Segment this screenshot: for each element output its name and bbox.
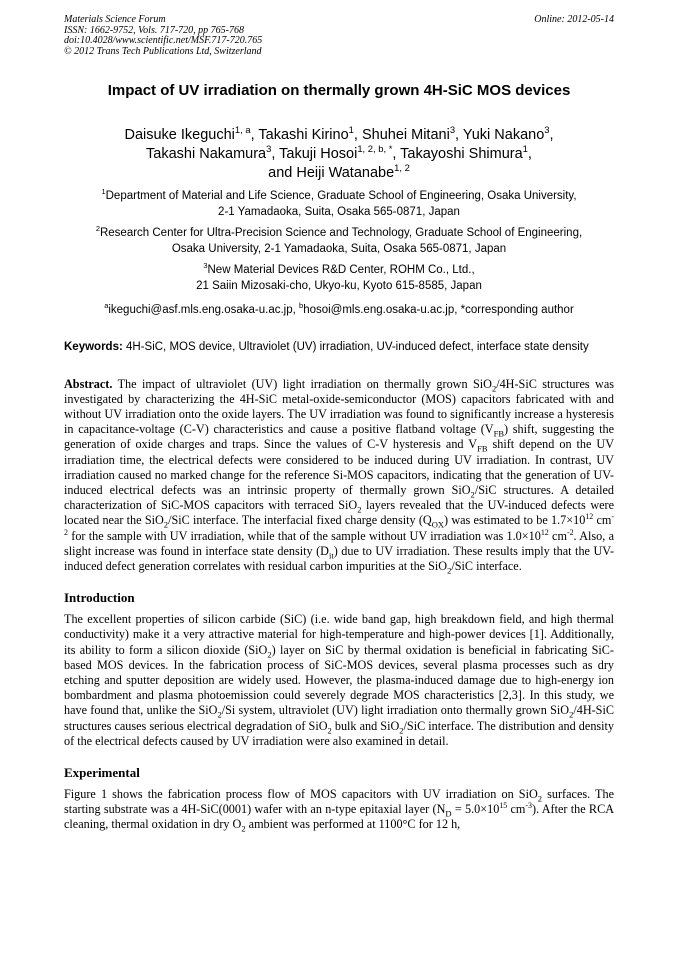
author-affil-mark: 1, a — [234, 124, 251, 136]
text-run: surfaces. The starting substrate was a 4H-SiC(0001) wafer with an n-type epitaxial layer (N — [64, 786, 614, 817]
text-run: shift depend on the UV irradiation time, the electrical defects were considered to be induced during UV irradiation. In contrast, UV irradiation caused no marked change for the reference Si-MOS capacitors, indicating that the generation of UV-induced electrical defects was an intrinsic property of thermally grown SiO — [64, 437, 615, 497]
superscript: 12 — [540, 527, 549, 537]
superscript: -3 — [525, 801, 533, 811]
author-affil-mark: 1, 2, b, * — [357, 143, 393, 155]
subscript: 2 — [470, 489, 475, 500]
section-heading-experimental: Experimental — [64, 764, 140, 780]
text-run: /SiC interface. The interfacial fixed charge density (Q — [168, 513, 432, 528]
author-name: Yuki Nakano — [462, 127, 545, 143]
text-run: cm — [548, 528, 567, 543]
text-run: /SiC structures. A detailed characterization of SiC-MOS capacitors with terraced SiO — [64, 482, 614, 513]
paper-title: Impact of UV irradiation on thermally grown 4H-SiC MOS devices — [107, 82, 571, 99]
journal-name: Materials Science Forum — [64, 14, 166, 25]
affiliation-line: Research Center for Ultra-Precision Science and Technology, Graduate School of Engineering, — [99, 227, 583, 239]
subscript: FB — [493, 428, 505, 439]
subscript: 2 — [399, 725, 404, 735]
affiliation-mark: 2 — [95, 224, 100, 234]
affiliation-line: Department of Material and Life Science, Graduate School of Engineering, Osaka University, — [105, 190, 577, 202]
affiliation-3 — [64, 263, 614, 294]
text-run: /SiC interface. The distribution and density of the electrical defects caused by UV irradiation were also examined in detail. — [64, 718, 615, 748]
subscript: it — [328, 550, 334, 561]
text-run: /Si system, ultraviolet (UV) light irradiation onto thermally grown SiO — [221, 703, 570, 718]
abstract-paragraph — [64, 377, 614, 575]
subscript: 2 — [569, 709, 574, 720]
keywords-block — [64, 340, 614, 356]
section-heading-introduction: Introduction — [64, 590, 135, 606]
keywords-text: 4H-SiC, MOS device, Ultraviolet (UV) irradiation, UV-induced defect, interface state density — [126, 341, 589, 353]
text-run: ) shift, suggesting the generation of oxide charges and traps. Since the values of C-V hysteresis and V — [64, 422, 614, 452]
superscript: 15 — [499, 801, 508, 811]
author-affil-mark: 1 — [348, 124, 354, 136]
affiliation-line: Osaka University, 2-1 Yamadaoka, Suita, Osaka 565-0871, Japan — [171, 242, 507, 255]
author-name: Shuhei Mitani — [361, 127, 450, 143]
subscript: 2 — [327, 725, 332, 735]
author-affil-mark: 1, 2 — [394, 162, 410, 174]
abstract-label: Abstract. — [64, 376, 113, 391]
author-name: Heiji Watanabe — [296, 165, 395, 181]
keywords-label: Keywords: — [64, 341, 123, 353]
author-affil-mark: 3 — [544, 124, 550, 136]
text-run: ambient was performed at 1100°C for 12 h, — [245, 817, 461, 832]
text-run: /SiC interface. — [451, 558, 522, 573]
subscript: 2 — [491, 382, 497, 393]
journal-issn: ISSN: 1662-9752, Vols. 717-720, pp 765-768 — [64, 24, 244, 36]
author-affil-mark: 1 — [522, 143, 528, 155]
text-run: cm — [507, 802, 526, 817]
superscript: -2 — [566, 527, 574, 537]
text-run: The impact of ultraviolet (UV) light irradiation on thermally grown SiO — [117, 376, 492, 391]
experimental-paragraph — [64, 787, 614, 833]
subscript: 2 — [217, 709, 222, 720]
author-name: Daisuke Ikeguchi — [124, 127, 235, 143]
journal-info — [64, 15, 614, 57]
introduction-paragraph — [64, 612, 614, 749]
subscript: FB — [477, 443, 488, 454]
subscript: 2 — [241, 823, 246, 834]
journal-header — [64, 0, 614, 64]
text-run: layers revealed that the UV-induced defects were located near the SiO — [64, 498, 615, 528]
author-name: Takashi Kirino — [258, 127, 349, 143]
author-conjunction: and — [268, 165, 293, 181]
author-name: Takuji Hosoi — [279, 146, 358, 162]
affiliation-mark: 1 — [101, 187, 106, 197]
text-run: . Also, a slight increase was found in interface state density (D — [64, 528, 615, 558]
subscript: 2 — [163, 519, 169, 530]
subscript: D — [445, 808, 452, 819]
affiliation-line: New Material Devices R&D Center, ROHM Co., Ltd., — [207, 264, 475, 276]
text-run: ) was estimated to be 1.7×10 — [444, 513, 586, 528]
text-run: ) due to UV irradiation. These results imply that the UV-induced defect generation correlates with residual carbon impurities at the SiO — [64, 543, 615, 573]
text-run: ) layer on SiC by thermal oxidation is beneficial in fabricating SiC-based MOS devices. In the fabrication process of SiC-MOS devices, several plasma processes such as dry etching and sputter deposition are widely used. However, the plasma-induced damage due to high-energy ion bombardment and plasma photoemission could severely degrade MOS characteristics [2,3]. In this study, we have found that, unlike the SiO — [64, 642, 614, 718]
subscript: OX — [431, 519, 445, 530]
text-run: Figure 1 shows the fabrication process flow of MOS capacitors with UV irradiation on SiO — [64, 786, 538, 801]
subscript: 2 — [357, 504, 362, 515]
affiliation-2 — [64, 226, 614, 257]
author-emails — [64, 303, 614, 318]
text-run: for the sample with UV irradiation, while that of the sample without UV irradiation was 1.0×10 — [67, 528, 541, 543]
author-name: Takashi Nakamura — [146, 146, 267, 162]
author-name: Takayoshi Shimura — [400, 146, 523, 162]
text-run: bulk and SiO — [331, 718, 400, 733]
email-address[interactable]: ikeguchi@asf.mls.eng.osaka-u.ac.jp, — [108, 304, 296, 316]
corresponding-note: *corresponding author — [460, 304, 574, 316]
subscript: 2 — [267, 648, 272, 659]
text-run: /4H-SiC structures causes serious electrical degradation of SiO — [64, 703, 614, 733]
superscript: 12 — [585, 512, 594, 522]
affiliation-line: 2-1 Yamadaoka, Suita, Osaka 565-0871, Japan — [218, 205, 460, 218]
text-run: cm — [593, 513, 612, 528]
affiliation-mark: 3 — [203, 261, 208, 271]
text-run: ). After the RCA cleaning, thermal oxidation in dry O — [64, 802, 614, 832]
author-list: Daisuke Ikeguchi$^{1, a}$, Takashi Kirino$^1$, Shuhei Mitani$^3$, Yuki Nakano$^3$, Takashi Nakamura$^3$, Takuji Hosoi$^{1, 2, b, *}$, Takayoshi Shimura$^1$, and Heiji Watanabe$^{1, 2}$ — [124, 124, 554, 181]
email-address[interactable]: hosoi@mls.eng.osaka-u.ac.jp, — [303, 304, 458, 316]
online-date: Online: 2012-05-14 — [534, 14, 614, 25]
email-mark: a — [104, 301, 109, 311]
text-run: = 5.0×10 — [451, 802, 500, 817]
journal-doi: doi:10.4028/www.scientific.net/MSF.717-720.765 — [64, 35, 263, 46]
subscript: 2 — [537, 793, 543, 804]
text-run: The excellent properties of silicon carbide (SiC) (i.e. wide band gap, high breakdown field, and high thermal conductivity) make it a very attractive material for high-temperature and high-power devices [1]. Additionally, its ability to form a silicon dioxide (SiO — [64, 612, 614, 657]
text-run: /4H-SiC structures was investigated by characterizing the 4H-SiC metal-oxide-semiconductor (MOS) capacitors fabricated with and without UV irradiation onto the oxide layers. The UV irradiation was found to significantly increase a hysteresis in capacitance-voltage (C-V) characteristics and cause a positive flatband voltage (V — [64, 376, 615, 437]
affiliation-1 — [64, 189, 614, 220]
author-affil-mark: 3 — [266, 143, 272, 155]
superscript: -2 — [64, 512, 615, 537]
affiliation-line: 21 Saiin Mizosaki-cho, Ukyo-ku, Kyoto 615-8585, Japan — [196, 279, 482, 292]
subscript: 2 — [447, 565, 452, 576]
author-affil-mark: 3 — [449, 124, 456, 136]
email-mark: b — [299, 301, 304, 311]
journal-copyright: © 2012 Trans Tech Publications Ltd, Switzerland — [64, 45, 262, 57]
